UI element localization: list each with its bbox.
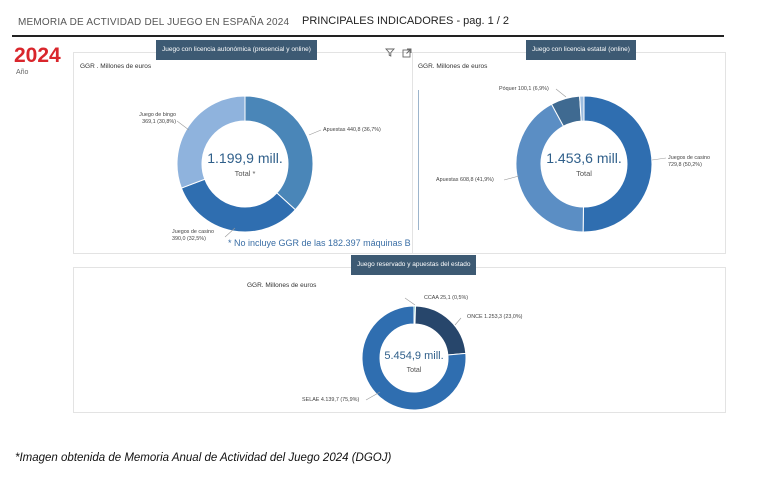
report-title: MEMORIA DE ACTIVIDAD DEL JUEGO EN ESPAÑA 2024 (18, 17, 290, 28)
juego-reservado-button[interactable]: Juego reservado y apuestas del estado (351, 255, 476, 275)
slice-label-bingo-autonomica: Juego de bingo 369,1 (30,8%) (139, 112, 176, 125)
slice-label-once: ONCE 1.253,3 (23,0%) (467, 314, 523, 320)
ggr-label-reservado: GGR. Millones de euros (247, 282, 317, 289)
ggr-label-autonomica: GGR . Millones de euros (80, 63, 152, 70)
donut-center-label: Total (406, 367, 422, 374)
donut-center-value: 1.199,9 mill. (207, 150, 283, 166)
licencia-estatal-button[interactable]: Juego con licencia estatal (online) (526, 40, 636, 60)
source-footnote: *Imagen obtenida de Memoria Anual de Actividad del Juego 2024 (DGOJ) (15, 452, 392, 464)
slice-label-ccaa: CCAA 25,1 (0,5%) (424, 295, 469, 301)
maquinas-b-note: * No incluye GGR de las 182.397 máquinas B (228, 238, 411, 248)
licencia-autonomica-button[interactable]: Juego con licencia autonómica (presencial y online) (156, 40, 317, 60)
donut-center-value: 5.454,9 mill. (384, 350, 444, 362)
page-indicator: PRINCIPALES INDICADORES - pag. 1 / 2 (302, 15, 510, 27)
year-label: Año (16, 69, 29, 76)
year-value[interactable]: 2024 (14, 44, 61, 67)
slice-label-apuestas-autonomica: Apuestas 440,8 (36,7%) (323, 127, 381, 133)
donut-center-label: Total * (234, 169, 256, 178)
donut-center-label: Total (576, 169, 592, 178)
slice-label-poquer-estatal: Póquer 100,1 (6,9%) (499, 86, 549, 92)
donut-center-value: 1.453,6 mill. (546, 150, 622, 166)
slice-label-casino-autonomica: Juegos de casino 390,0 (32,5%) (172, 229, 214, 242)
slice-label-apuestas-estatal: Apuestas 608,8 (41,9%) (436, 177, 494, 183)
ggr-label-estatal: GGR. Millones de euros (418, 63, 488, 70)
slice-label-casino-estatal: Juegos de casino 729,8 (50,2%) (668, 155, 710, 168)
slice-label-selae: SELAE 4.139,7 (75,9%) (302, 397, 360, 403)
